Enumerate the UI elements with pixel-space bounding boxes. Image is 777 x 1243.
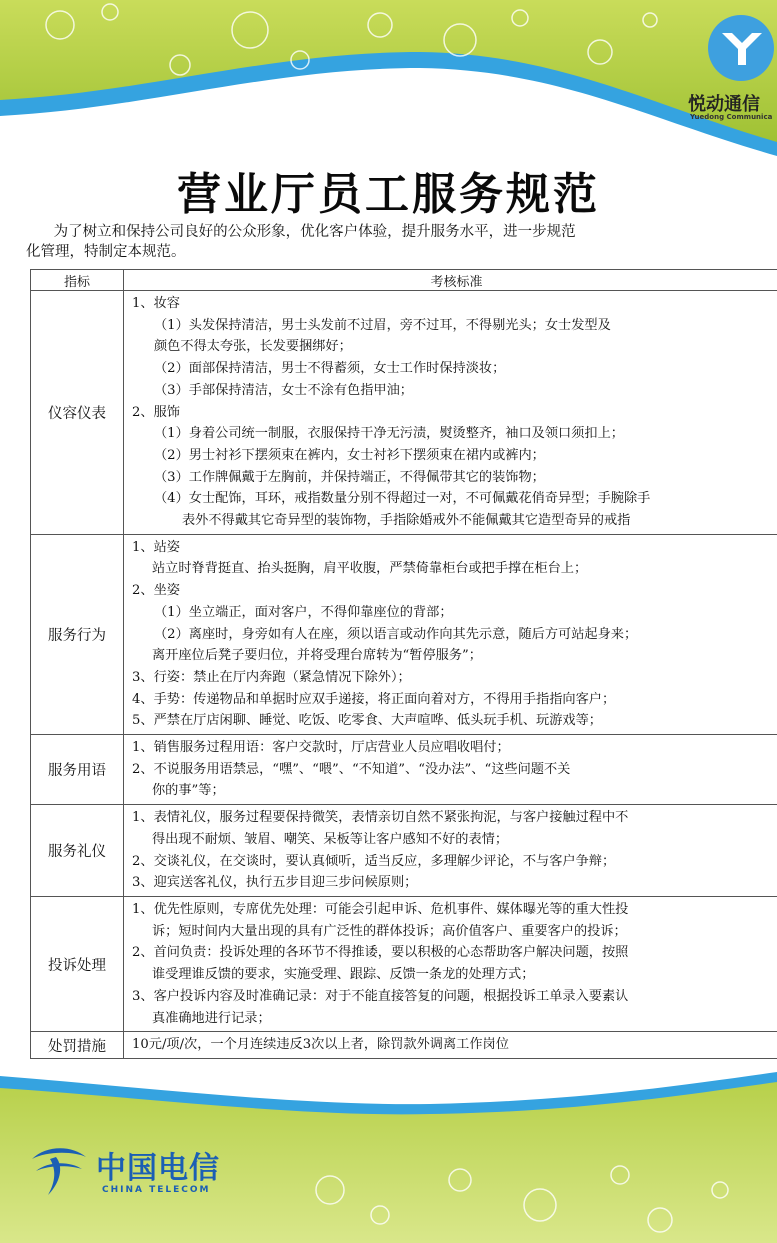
content-line: 3、行姿：禁止在厅内奔跑（紧急情况下除外）； (132, 669, 411, 685)
row-content (124, 1032, 777, 1059)
row-category: 处罚措施 (31, 1032, 124, 1059)
table-header-row (31, 270, 777, 291)
service-standard-table (30, 269, 777, 1059)
brand-name: 悦动通信 (688, 94, 760, 115)
content-line: 1、表情礼仪，服务过程要保持微笑，表情亲切自然不紧张拘泥，与客户接触过程中不 (132, 810, 629, 826)
content-line: （2）离座时，身旁如有人在座，须以语言或动作向其先示意，随后方可站起身来； (154, 626, 638, 642)
content-line: 得出现不耐烦、皱眉、嘲笑、呆板等让客户感知不好的表情； (152, 831, 509, 847)
table-row (31, 805, 777, 897)
content-line: 1、站姿 (132, 539, 180, 555)
row-content (124, 735, 777, 805)
content-line: 2、坐姿 (132, 583, 180, 599)
table-row (31, 1032, 777, 1059)
content-line: 2、服饰 (132, 404, 180, 420)
content-line: （3）工作牌佩戴于左胸前，并保持端正，不得佩带其它的装饰物； (154, 469, 545, 485)
footer-brand-name: 中国电信 (96, 1151, 220, 1186)
content-line: 2、交谈礼仪，在交谈时，要认真倾听，适当反应，多理解少评论，不与客户争辩； (132, 853, 616, 869)
row-content (124, 805, 777, 897)
row-category: 服务礼仪 (31, 805, 124, 897)
table-row (31, 896, 777, 1031)
content-line: 诉；短时间内大量出现的具有广泛性的群体投诉；高价值客户、重要客户的投诉； (152, 923, 627, 939)
content-line: 10元/项/次，一个月连续违反3次以上者，除罚款外调离工作岗位 (132, 1037, 509, 1053)
row-content (124, 291, 777, 535)
brand-name-english: Yuedong Communica (690, 113, 773, 121)
content-line: 表外不得戴其它奇异型的装饰物，手指除婚戒外不能佩戴其它造型奇异的戒指 (182, 513, 631, 529)
content-line: 3、客户投诉内容及时准确记录：对于不能直接答复的问题，根据投诉工单录入要素认 (132, 988, 629, 1004)
content-line: 4、手势：传递物品和单据时应双手递接，将正面向着对方，不得用手指指向客户； (132, 691, 616, 707)
header-criteria: 考核标准 (124, 270, 777, 291)
row-category: 服务行为 (31, 534, 124, 734)
table-row (31, 735, 777, 805)
table-row (31, 534, 777, 734)
content-line: 你的事”等； (152, 783, 225, 799)
row-content (124, 534, 777, 734)
content-line: （1）身着公司统一制服，衣服保持干净无污渍，熨烫整齐，袖口及领口须扣上； (154, 426, 624, 442)
content-line: 5、严禁在厅店闲聊、睡觉、吃饭、吃零食、大声喧哗、低头玩手机、玩游戏等； (132, 713, 602, 729)
content-line: （1）头发保持清洁，男士头发前不过眉，旁不过耳，不得剔光头；女士发型及 (154, 317, 611, 333)
content-line: （1）坐立端正，面对客户，不得仰靠座位的背部； (154, 604, 453, 620)
content-line: 1、妆容 (132, 296, 180, 311)
content-line: （2）面部保持清洁，男士不得蓄须，女士工作时保持淡妆； (154, 361, 506, 377)
intro-paragraph: 为了树立和保持公司良好的公众形象，优化客户体验，提升服务水平，进一步规范 化管理，特制定本规范。 (26, 224, 576, 260)
content-line: 1、优先性原则，专席优先处理：可能会引起申诉、危机事件、媒体曝光等的重大性投 (132, 901, 629, 917)
table-row (31, 291, 777, 535)
content-line: 真准确地进行记录； (152, 1010, 271, 1026)
content-line: 2、不说服务用语禁忌，“嘿”、“喂”、“不知道”、“没办法”、“这些问题不关 (132, 761, 571, 777)
page-title: 营业厅员工服务规范 (177, 169, 600, 220)
row-content (124, 896, 777, 1031)
content-line: （4）女士配饰，耳环，戒指数量分别不得超过一对，不可佩戴花俏奇异型；手腕除手 (154, 491, 651, 507)
row-category: 仪容仪表 (31, 291, 124, 535)
content-line: 颜色不得太夸张，长发要捆绑好； (154, 339, 352, 355)
header-indicator: 指标 (31, 270, 124, 291)
telecom-logo-icon (26, 1137, 90, 1201)
content-line: 2、首问负责：投诉处理的各环节不得推诿，要以积极的心态帮助客户解决问题，按照 (132, 945, 629, 961)
content-line: 谁受理谁反馈的要求，实施受理、跟踪、反馈一条龙的处理方式； (152, 967, 535, 983)
row-category: 服务用语 (31, 735, 124, 805)
content-line: 1、销售服务过程用语：客户交款时，厅店营业人员应唱收唱付； (132, 740, 510, 756)
content-line: （2）男士衬衫下摆须束在裤内，女士衬衫下摆须束在裙内或裤内； (154, 447, 545, 463)
content-line: 3、迎宾送客礼仪，执行五步目迎三步问候原则； (132, 875, 418, 891)
content-line: （3）手部保持清洁，女士不涂有色指甲油； (154, 382, 413, 398)
content-line: 离开座位后凳子要归位，并将受理台席转为“暂停服务”； (152, 648, 482, 664)
row-category: 投诉处理 (31, 896, 124, 1031)
footer-brand-name-english: CHINA TELECOM (102, 1185, 211, 1195)
brand-logo-icon (708, 15, 774, 81)
content-line: 站立时脊背挺直、抬头挺胸，肩平收腹，严禁倚靠柜台或把手撑在柜台上； (152, 561, 588, 577)
